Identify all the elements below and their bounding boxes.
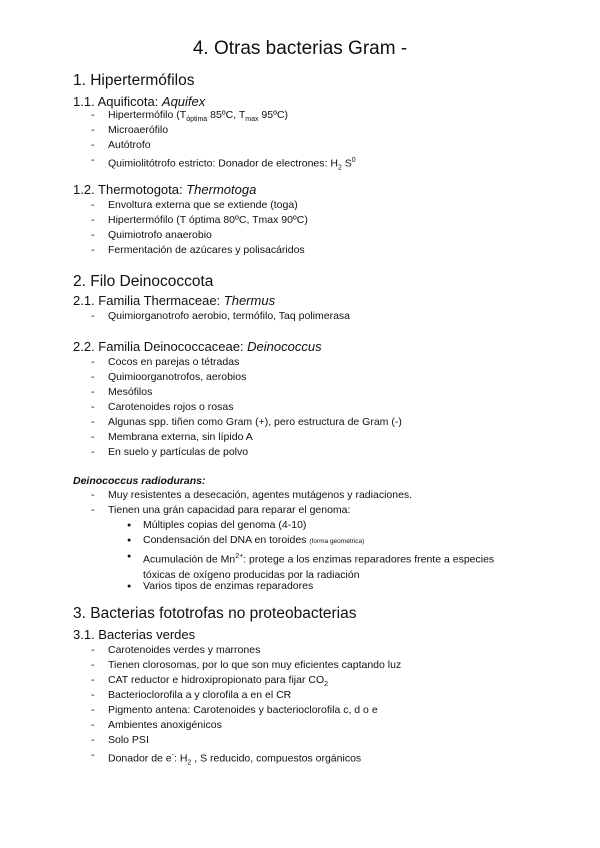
list-item: - Mesófilos — [0, 385, 402, 400]
bullet-item: ● Múltiples copias del genoma (4-10) — [0, 518, 494, 533]
subsection-heading-thermaceae: 2.1. Familia Thermaceae: Thermus — [73, 293, 276, 308]
list-item: - Carotenoides rojos o rosas — [0, 400, 402, 415]
bullet-item: ● Varios tipos de enzimas reparadores — [0, 579, 494, 594]
list-item: - Membrana externa, sin lípido A — [0, 430, 402, 445]
list-item: - Cocos en parejas o tétradas — [0, 355, 402, 370]
bullet-item: ● Condensación del DNA en toroides (forma geométrica) — [0, 533, 494, 549]
bullet-list-wrapper — [0, 518, 494, 594]
list-item: - Hipertermófilo ($T_{óptima}$ 85ºC, $T_{max}$ 95ºC) — [0, 108, 356, 123]
list-item: - Hipertermófilo (T óptima 80ºC, Tmax 90ºC) — [0, 213, 308, 228]
list-item: - CAT reductor e hidroxipropionato para fijar $CO_2$ — [0, 673, 401, 688]
list-item: - Autótrofo — [0, 138, 356, 153]
subsection-heading-deinococcaceae: 2.2. Familia Deinococcaceae: Deinococcus — [73, 339, 322, 354]
section-heading-deinococcota: 2. Filo Deinococcota — [73, 273, 214, 290]
section-heading-hipertermofilos: 1. Hipertermófilos — [73, 72, 195, 89]
list-item: - Donador de e-: $H_2$ , S reducido, compuestos orgánicos — [0, 748, 401, 763]
list-item: - Quimioorganotrofos, aerobios — [0, 370, 402, 385]
list-item: - Pigmento antena: Carotenoides y bacterioclorofila c, d o e — [0, 703, 401, 718]
section-heading-fototrofas: 3. Bacterias fototrofas no proteobacterias — [73, 605, 357, 622]
subsection-heading-thermotogota: 1.2. Thermotogota: Thermotoga — [73, 182, 257, 197]
species-heading-radiodurans: Deinococcus radiodurans: — [73, 475, 206, 487]
list-item: - Tienen una grán capacidad para reparar el genoma: — [0, 503, 412, 518]
page-title: 4. Otras bacterias Gram - — [192, 38, 408, 59]
list-radiodurans — [0, 488, 412, 518]
list-deinococcaceae — [0, 355, 402, 460]
list-item: - Quimiolitótrofo estricto: Donador de electrones: $H_2$ $S^0$ — [0, 153, 356, 168]
list-item: - Algunas spp. tiñen como Gram (+), pero estructura de Gram (-) — [0, 415, 402, 430]
list-item: - Microaerófilo — [0, 123, 356, 138]
list-item: - Carotenoides verdes y marrones — [0, 643, 401, 658]
list-item: - Muy resistentes a desecación, agentes mutágenos y radiaciones. — [0, 488, 412, 503]
list-item: - Ambientes anoxigénicos — [0, 718, 401, 733]
list-item: - Envoltura externa que se extiende (toga) — [0, 198, 308, 213]
list-item: - Solo PSI — [0, 733, 401, 748]
subsection-heading-bacterias-verdes: 3.1. Bacterias verdes — [73, 627, 196, 642]
list-thermotogota — [0, 198, 308, 258]
list-bacterias-verdes — [0, 643, 402, 767]
bullet-item: ● Acumulación de $Mn^{2+}$: protege a los enzimas reparadores frente a especies tóxicas de oxígeno producidas por la radiación — [0, 549, 494, 579]
list-thermaceae — [0, 309, 350, 324]
list-item: - Tienen clorosomas, por lo que son muy eficientes captando luz — [0, 658, 401, 673]
list-repair-mechanisms — [0, 518, 494, 594]
subsection-heading-aquificota: 1.1. Aquificota: Aquifex — [73, 94, 206, 109]
list-item: - Quimiorganotrofo aerobio, termófilo, Taq polimerasa — [0, 309, 350, 324]
list-item: - En suelo y partículas de polvo — [0, 445, 402, 460]
list-aquificota — [0, 108, 356, 172]
list-item: - Fermentación de azúcares y polisacáridos — [0, 243, 308, 258]
list-item: - Quimiotrofo anaerobio — [0, 228, 308, 243]
list-item: - Bacterioclorofila a y clorofila a en el CR — [0, 688, 401, 703]
